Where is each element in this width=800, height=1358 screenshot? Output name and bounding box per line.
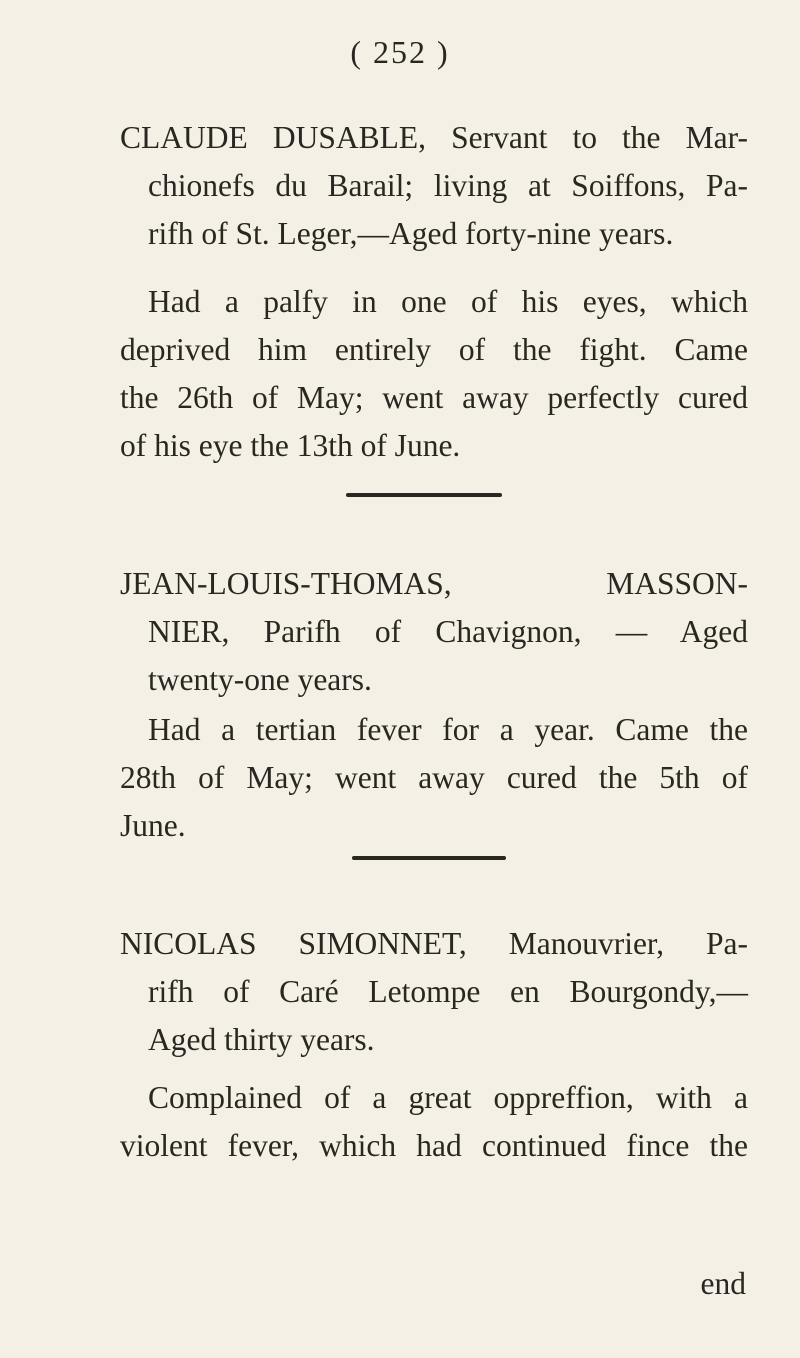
entry-body-line: the 26th of May; went away perfectly cured bbox=[120, 380, 748, 415]
entry-body-line: of his eye the 13th of June. bbox=[120, 428, 461, 463]
entry-body-line: violent fever, which had continued fince the bbox=[120, 1128, 748, 1163]
section-divider bbox=[346, 493, 502, 497]
entry-body bbox=[120, 706, 748, 850]
entry-heading-line: rifh of Caré Letompe en Bourgondy,— bbox=[148, 974, 748, 1009]
entry-heading-line: NICOLAS SIMONNET, Manouvrier, Pa- bbox=[120, 926, 748, 961]
entry-nicolas-simonnet bbox=[120, 920, 748, 1064]
catchword: end bbox=[700, 1266, 746, 1301]
entry-claude-dusable bbox=[120, 114, 748, 258]
entry-body bbox=[120, 278, 748, 470]
entry-jean-louis-thomas bbox=[120, 560, 748, 704]
entry-body-line: June. bbox=[120, 808, 186, 843]
section-divider bbox=[352, 856, 506, 860]
entry-body-line: Complained of a great oppreffion, with a bbox=[148, 1080, 748, 1115]
entry-heading-line: chionefs du Barail; living at Soiffons, Pa- bbox=[148, 168, 748, 203]
entry-heading-line: Aged thirty years. bbox=[148, 1022, 375, 1057]
entry-heading-line: CLAUDE DUSABLE, Servant to the Mar- bbox=[120, 120, 748, 155]
page-number: ( 252 ) bbox=[350, 34, 450, 70]
entry-heading-line: twenty-one years. bbox=[148, 662, 372, 697]
entry-body-line: deprived him entirely of the fight. Came bbox=[120, 332, 748, 367]
entry-body-line: Had a palfy in one of his eyes, which bbox=[148, 284, 748, 319]
entry-heading-line: NIER, Parifh of Chavignon, — Aged bbox=[148, 614, 748, 649]
entry-body bbox=[120, 1074, 748, 1170]
entry-heading-line: JEAN-LOUIS-THOMAS, MASSON- bbox=[120, 566, 748, 601]
entry-body-line: Had a tertian fever for a year. Came the bbox=[148, 712, 748, 747]
entry-heading-line: rifh of St. Leger,—Aged forty-nine years. bbox=[148, 216, 674, 251]
entry-body-line: 28th of May; went away cured the 5th of bbox=[120, 760, 748, 795]
